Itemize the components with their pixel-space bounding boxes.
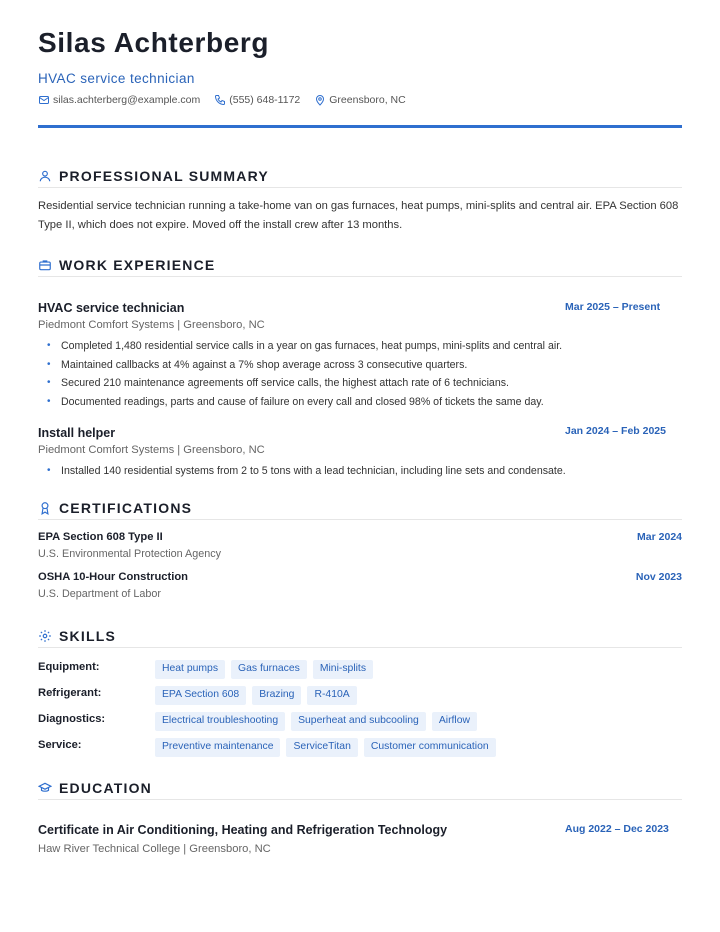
job-org: Piedmont Comfort Systems | Greensboro, NC <box>38 444 265 456</box>
skill-label: Equipment: <box>38 661 100 673</box>
education-date: Aug 2022 – Dec 2023 <box>565 823 669 835</box>
contact-email[interactable] <box>38 94 200 106</box>
skill-label: Service: <box>38 739 82 751</box>
skill-tag: ServiceTitan <box>286 738 357 757</box>
location-text: Greensboro, NC <box>329 94 406 106</box>
skill-tag: EPA Section 608 <box>155 686 246 705</box>
section-experience-heading <box>38 253 682 277</box>
job-bullet: • Documented readings, parts and cause of failure on every call and closed 98% of tickets the same day. <box>38 393 682 412</box>
section-summary-heading <box>38 164 682 188</box>
section-education-title: EDUCATION <box>59 779 152 796</box>
job-bullet: • Installed 140 residential systems from 2 to 5 tons with a lead technician, including line sets and condensate. <box>38 462 682 481</box>
certification-name: EPA Section 608 Type II <box>38 531 163 543</box>
education-degree: Certificate in Air Conditioning, Heating and Refrigeration Technology <box>38 823 448 837</box>
summary-text: Residential service technician running a take-home van on gas furnaces, heat pumps, mini-splits and central air. EPA Section 608 Type II, which does not expire. Moved off the install crew after 13 months. <box>38 200 679 231</box>
job-bullets <box>38 462 682 481</box>
section-education-heading <box>38 776 682 800</box>
education-org: Haw River Technical College | Greensboro, NC <box>38 843 271 855</box>
certification-org: U.S. Department of Labor <box>38 588 162 600</box>
email-text: silas.achterberg@example.com <box>53 94 201 106</box>
skill-tags <box>155 738 502 757</box>
skill-tag: Customer communication <box>364 738 496 757</box>
section-experience-title: WORK EXPERIENCE <box>59 256 216 273</box>
contact-phone[interactable] <box>214 94 300 106</box>
skill-tag: Mini-splits <box>313 660 373 679</box>
job-bullet: • Maintained callbacks at 4% against a 7% shop average across 3 consecutive quarters. <box>38 356 682 375</box>
job-title: Install helper <box>38 426 116 440</box>
skill-row-equipment <box>38 661 682 683</box>
job-bullets <box>38 337 682 411</box>
skill-tag: Electrical troubleshooting <box>155 712 285 731</box>
job-title: HVAC service technician <box>38 301 185 315</box>
section-certifications-title: CERTIFICATIONS <box>59 499 193 516</box>
section-skills-heading <box>38 624 682 648</box>
skill-label: Refrigerant: <box>38 687 102 699</box>
user-icon <box>38 169 52 183</box>
skill-tags <box>155 660 379 679</box>
section-summary-title: PROFESSIONAL SUMMARY <box>59 167 269 184</box>
phone-text: (555) 648-1172 <box>229 94 301 106</box>
skill-tags <box>155 686 363 705</box>
phone-icon <box>214 94 226 106</box>
skill-tags <box>155 712 483 731</box>
award-icon <box>38 501 52 515</box>
skill-row-refrigerant <box>38 687 682 709</box>
job-bullet: • Secured 210 maintenance agreements off service calls, the highest attach rate of 6 technicians. <box>38 374 682 393</box>
job-date: Mar 2025 – Present <box>565 301 661 313</box>
graduation-cap-icon <box>38 781 52 795</box>
mail-icon <box>38 94 50 106</box>
section-certifications-heading <box>38 496 682 520</box>
job-bullet: • Completed 1,480 residential service calls in a year on gas furnaces, heat pumps, mini-splits and central air. <box>38 337 682 356</box>
gear-icon <box>38 629 52 643</box>
skill-tag: Heat pumps <box>155 660 225 679</box>
contact-location <box>314 94 405 106</box>
job-org: Piedmont Comfort Systems | Greensboro, NC <box>38 319 265 331</box>
skill-label: Diagnostics: <box>38 713 106 725</box>
skill-row-service <box>38 739 682 761</box>
candidate-role: HVAC service technician <box>38 71 195 86</box>
job-date: Jan 2024 – Feb 2025 <box>565 425 666 437</box>
skill-tag: Gas furnaces <box>231 660 307 679</box>
skill-tag: R-410A <box>307 686 356 705</box>
contact-row <box>38 94 420 106</box>
certification-date: Nov 2023 <box>635 571 682 583</box>
briefcase-icon <box>38 258 52 272</box>
skill-tag: Preventive maintenance <box>155 738 280 757</box>
skill-tag: Superheat and subcooling <box>291 712 426 731</box>
skill-row-diagnostics <box>38 713 682 735</box>
skill-tag: Brazing <box>252 686 301 705</box>
map-pin-icon <box>314 94 326 106</box>
certification-org: U.S. Environmental Protection Agency <box>38 548 222 560</box>
header-divider <box>38 125 682 128</box>
certification-name: OSHA 10-Hour Construction <box>38 571 188 583</box>
section-skills-title: SKILLS <box>59 627 116 644</box>
certification-date: Mar 2024 <box>637 531 682 543</box>
skill-tag: Airflow <box>432 712 477 731</box>
candidate-name: Silas Achterberg <box>38 27 270 58</box>
